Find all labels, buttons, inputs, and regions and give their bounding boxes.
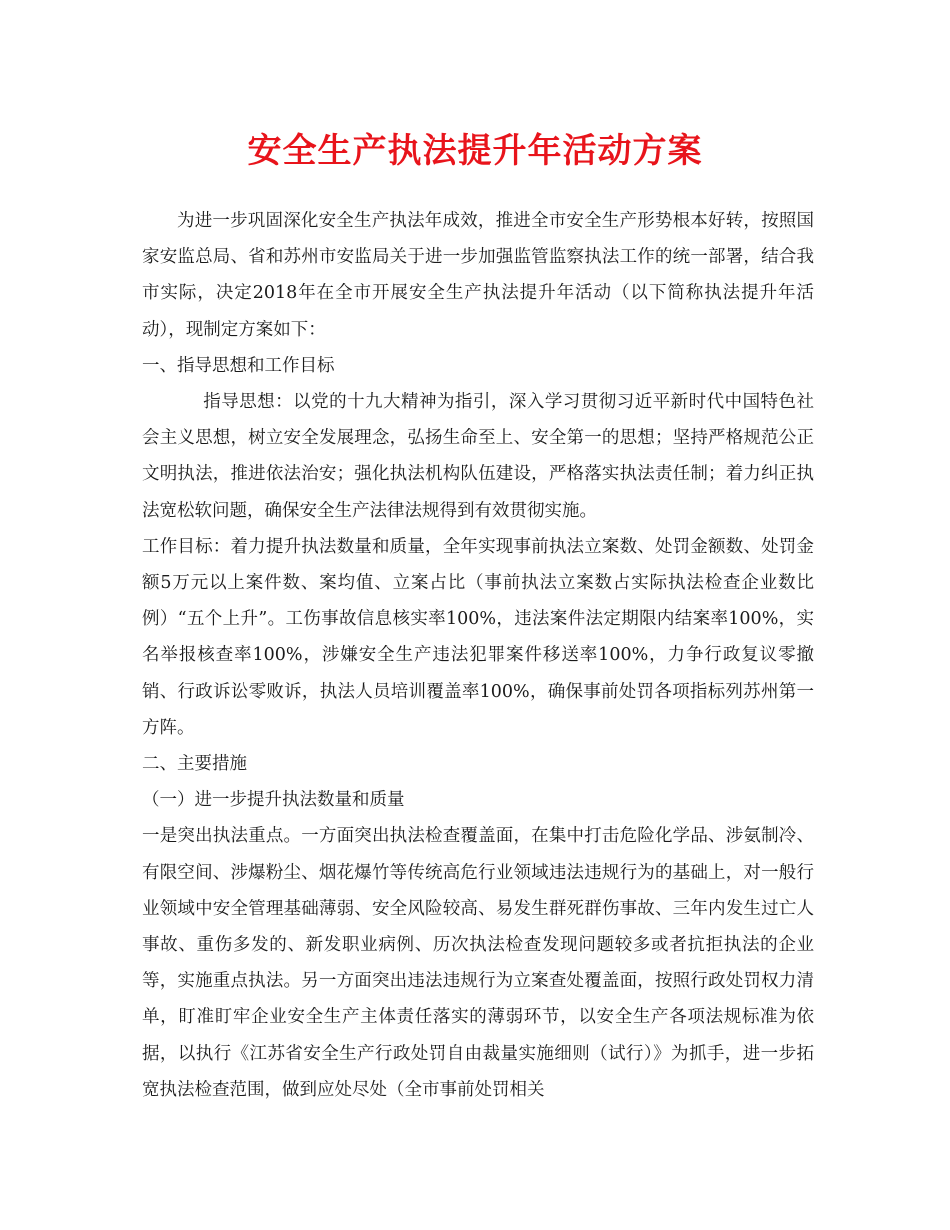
subsection-heading-1: （一）进一步提升执法数量和质量 — [142, 790, 405, 811]
section-heading-2: 二、主要措施 — [142, 754, 247, 775]
work-goal-paragraph: 工作目标：着力提升执法数量和质量，全年实现事前执法立案数、处罚金额数、处罚金额5万元以上案件数、案均值、立案占比（事前执法立案数占实际执法检查企业数比例）“五个上升”。工伤事故信息核实率100%，违法案件法定期限内结案率100%，实名举报核查率100%，涉嫌安全生产违法犯罪案件移送率100%，力争行政复议零撤销、行政诉讼零败诉，执法人员培训覆盖率100%，确保事前处罚各项指标列苏州第一方阵。 — [142, 536, 814, 738]
measure-paragraph-1: 一是突出执法重点。一方面突出执法检查覆盖面，在集中打击危险化学品、涉氨制冷、有限空间、涉爆粉尘、烟花爆竹等传统高危行业领域违法违规行为的基础上，对一般行业领域中安全管理基础薄弱、安全风险较高、易发生群死群伤事故、三年内发生过亡人事故、重伤多发的、新发职业病例、历次执法检查发现问题较多或者抗拒执法的企业等，实施重点执法。另一方面突出违法违规行为立案查处覆盖面，按照行政处罚权力清单，盯准盯牢企业安全生产主体责任落实的薄弱环节，以安全生产各项法规标准为依据，以执行《江苏省安全生产行政处罚自由裁量实施细则（试行）》为抓手，进一步拓宽执法检查范围，做到应处尽处（全市事前处罚相关 — [142, 826, 814, 1100]
document-body — [142, 203, 814, 1108]
document-title: 安全生产执法提升年活动方案 — [247, 131, 703, 171]
intro-paragraph: 为进一步巩固深化安全生产执法年成效，推进全市安全生产形势根本好转，按照国家安监总局、省和苏州市安监局关于进一步加强监管监察执法工作的统一部署，结合我市实际，决定2018年在全市开展安全生产执法提升年活动（以下简称执法提升年活动），现制定方案如下： — [142, 211, 814, 340]
guiding-thought-paragraph: 指导思想：以党的十九大精神为指引，深入学习贯彻习近平新时代中国特色社会主义思想，树立安全发展理念，弘扬生命至上、安全第一的思想；坚持严格规范公正文明执法，推进依法治安；强化执法机构队伍建设，严格落实执法责任制；着力纠正执法宽松软问题，确保安全生产法律法规得到有效贯彻实施。 — [142, 392, 814, 521]
section-heading-1: 一、指导思想和工作目标 — [142, 355, 335, 376]
